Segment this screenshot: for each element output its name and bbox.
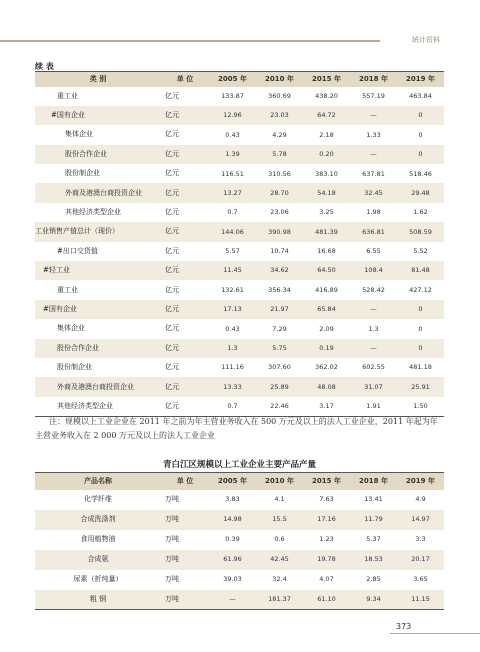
product-output-table	[35, 472, 444, 610]
table-header-row	[35, 72, 444, 87]
table-row	[35, 87, 444, 106]
table2-title: 青白江区规模以上工业企业主要产品产量	[162, 460, 316, 470]
table-row	[35, 106, 444, 125]
table-note: 注：规模以上工业企业在 2011 年之前为年主营业务收入在 500 万元及以上的法人工业企业，2011 年起为年主营业务收入在 2 000 万元及以上的法人工业企业	[35, 417, 438, 440]
cell-2010: 0.6	[274, 535, 285, 544]
table-row	[35, 377, 444, 396]
table-row	[35, 125, 444, 144]
cell-2019: 14.97	[411, 515, 430, 524]
cell-2019: 0	[418, 150, 423, 159]
cell-2018: 557.19	[362, 91, 385, 100]
cell-2015: 48.08	[317, 382, 336, 391]
row-category: #出口交货值	[57, 246, 98, 255]
cell-2005: —	[229, 595, 236, 603]
cell-2018: 637.81	[362, 169, 385, 178]
table-row	[35, 339, 444, 358]
cell-2010: 15.5	[272, 515, 287, 524]
cell-2015: 65.84	[317, 305, 336, 314]
cell-2019: 1.50	[413, 401, 428, 410]
row-category: 重工业	[57, 91, 78, 100]
cell-2010: 34.62	[270, 266, 289, 275]
row-unit: 亿元	[165, 266, 179, 275]
table-row	[35, 490, 444, 510]
cell-2015: 16.68	[317, 247, 336, 256]
column-header: 2005 年	[209, 473, 256, 490]
row-unit: 万吨	[165, 594, 179, 603]
cell-2019: 0	[418, 130, 423, 139]
cell-2018: 32.45	[364, 188, 383, 197]
cell-2005: 3.83	[225, 495, 240, 504]
row-unit: 亿元	[165, 111, 179, 120]
cell-2018: —	[370, 305, 377, 314]
cell-2005: 116.51	[221, 169, 244, 178]
row-unit: 亿元	[165, 246, 179, 255]
cell-2019: 3.3	[415, 535, 426, 544]
cell-2010: 21.97	[270, 305, 289, 314]
row-unit: 万吨	[165, 555, 179, 563]
cell-2015: 0.19	[319, 344, 334, 353]
row-category: #国有企业	[43, 304, 77, 313]
cell-2010: 23.06	[270, 208, 289, 217]
cell-2019: 4.9	[415, 495, 426, 504]
row-product: 合成洗涤剂	[80, 515, 116, 523]
cell-2005: 0.43	[225, 130, 240, 139]
cell-2018: 108.4	[364, 266, 383, 275]
column-header: 2018 年	[350, 72, 397, 87]
row-product: 化学纤维	[84, 495, 112, 503]
cell-2019: 0	[418, 324, 423, 333]
row-product: 粗 钢	[89, 594, 107, 603]
cell-2010: 360.69	[268, 91, 291, 100]
cell-2005: 144.06	[221, 227, 244, 236]
column-header: 类 别	[35, 72, 161, 87]
cell-2010: 4.1	[274, 495, 285, 504]
row-category: 股份合作企业	[65, 149, 107, 158]
column-header: 2010 年	[256, 72, 303, 87]
cell-2005: 0.43	[225, 324, 240, 333]
row-unit: 万吨	[165, 515, 179, 523]
row-unit: 亿元	[165, 169, 179, 178]
cell-2005: 39.03	[223, 575, 242, 584]
row-unit: 万吨	[165, 495, 179, 503]
table-row	[35, 280, 444, 299]
industrial-output-table	[35, 71, 444, 417]
cell-2015: 64.50	[317, 266, 336, 275]
row-unit: 亿元	[165, 149, 179, 158]
cell-2019: 11.15	[411, 595, 430, 603]
table-header-row	[35, 473, 444, 490]
cell-2018: —	[370, 344, 377, 353]
continuation-label: 续 表	[35, 62, 54, 71]
row-product: 食用植物油	[80, 535, 116, 543]
cell-2018: 602.55	[362, 363, 385, 372]
cell-2015: 64.72	[317, 111, 336, 120]
cell-2019: 81.48	[411, 266, 430, 275]
cell-2019: 29.48	[411, 188, 430, 197]
row-category: 外商及港澳台商投资企业	[65, 188, 142, 197]
row-unit: 亿元	[165, 91, 179, 100]
row-unit: 亿元	[165, 382, 179, 391]
cell-2018: 1.91	[366, 401, 381, 410]
table-row	[35, 319, 444, 338]
table-row	[35, 510, 444, 530]
row-category: #国有企业	[51, 111, 85, 120]
cell-2019: 5.52	[413, 247, 428, 256]
row-category: 其他经济类型企业	[65, 208, 121, 217]
cell-2018: —	[370, 111, 377, 120]
cell-2010: 42.45	[270, 555, 289, 564]
cell-2005: 13.27	[223, 188, 242, 197]
cell-2010: 4.29	[272, 130, 287, 139]
row-category: 外商及港澳台商投资企业	[57, 382, 134, 391]
cell-2005: 111.16	[221, 363, 244, 372]
cell-2010: 23.03	[270, 111, 289, 120]
cell-2018: 6.55	[366, 247, 381, 256]
table-row	[35, 242, 444, 261]
cell-2005: 14.98	[223, 515, 242, 524]
row-unit: 万吨	[165, 575, 179, 583]
cell-2018: —	[370, 150, 377, 159]
cell-2010: 390.98	[268, 227, 291, 236]
cell-2010: 7.29	[272, 324, 287, 333]
row-product: 合成氨	[87, 555, 109, 563]
cell-2019: 508.59	[409, 227, 432, 236]
table-row	[35, 358, 444, 377]
column-header: 2015 年	[303, 72, 350, 87]
row-category: 股份合作企业	[57, 343, 99, 352]
table-row	[35, 203, 444, 222]
column-header: 单 位	[161, 473, 209, 490]
table-row	[35, 164, 444, 183]
cell-2010: 10.74	[270, 247, 289, 256]
row-product: 尿素（折纯量）	[73, 575, 123, 583]
row-unit: 亿元	[165, 401, 179, 410]
cell-2015: 61.10	[317, 595, 336, 603]
row-category: #轻工业	[43, 266, 70, 275]
table-row	[35, 145, 444, 164]
row-unit: 万吨	[165, 535, 179, 543]
row-category: 重工业	[57, 285, 78, 294]
cell-2015: 17.16	[317, 515, 336, 524]
column-header: 2015 年	[303, 473, 350, 490]
row-unit: 亿元	[165, 363, 179, 372]
cell-2010: 32.4	[272, 575, 287, 584]
cell-2015: 7.63	[319, 495, 334, 504]
table-row	[35, 570, 444, 590]
cell-2015: 383.10	[315, 169, 338, 178]
cell-2019: 0	[418, 305, 423, 314]
cell-2010: 356.34	[268, 285, 291, 294]
header-rule	[0, 40, 380, 42]
cell-2019: 481.18	[409, 363, 432, 372]
cell-2005: 0.7	[227, 208, 238, 217]
cell-2015: 2.09	[319, 324, 334, 333]
table-row	[35, 590, 444, 610]
cell-2019: 0	[418, 344, 423, 353]
row-unit: 亿元	[165, 304, 179, 313]
cell-2019: 3.65	[413, 575, 428, 584]
row-unit: 亿元	[165, 130, 179, 139]
cell-2019: 0	[418, 111, 423, 120]
row-category: 其他经济类型企业	[57, 401, 113, 410]
cell-2005: 0.39	[225, 535, 240, 544]
cell-2005: 61.96	[223, 555, 242, 564]
cell-2019: 20.17	[411, 555, 430, 564]
cell-2018: 1.98	[366, 208, 381, 217]
cell-2015: 362.02	[315, 363, 338, 372]
cell-2018: 1.33	[366, 130, 381, 139]
cell-2018: 9.34	[366, 595, 381, 603]
column-header: 产品名称	[35, 473, 161, 490]
table-row	[35, 300, 444, 319]
row-unit: 亿元	[165, 285, 179, 294]
row-unit: 亿元	[165, 343, 179, 352]
row-unit: 亿元	[165, 324, 179, 333]
cell-2005: 1.39	[225, 150, 240, 159]
table-row	[35, 397, 444, 416]
section-tag: 统计资料	[412, 36, 440, 44]
row-unit: 亿元	[165, 208, 179, 217]
column-header: 2019 年	[397, 473, 444, 490]
cell-2019: 427.12	[409, 285, 432, 294]
cell-2010: 5.78	[272, 150, 287, 159]
cell-2005: 1.3	[227, 344, 238, 353]
column-header: 2019 年	[397, 72, 444, 87]
cell-2015: 4.07	[319, 575, 334, 584]
table-row	[35, 530, 444, 550]
cell-2010: 5.75	[272, 344, 287, 353]
row-category: 集体企业	[57, 324, 85, 333]
cell-2005: 12.96	[223, 111, 242, 120]
footer-rule	[390, 633, 480, 634]
cell-2018: 5.37	[366, 535, 381, 544]
cell-2010: 22.46	[270, 401, 289, 410]
column-header: 2005 年	[209, 72, 256, 87]
cell-2015: 481.39	[315, 227, 338, 236]
row-unit: 亿元	[165, 188, 179, 197]
row-category: 集体企业	[65, 130, 93, 139]
cell-2010: 310.56	[268, 169, 291, 178]
cell-2010: 25.89	[270, 382, 289, 391]
cell-2015: 416.89	[315, 285, 338, 294]
cell-2005: 13.33	[223, 382, 242, 391]
cell-2019: 463.84	[409, 91, 432, 100]
cell-2015: 3.25	[319, 208, 334, 217]
cell-2005: 5.57	[225, 247, 240, 256]
cell-2018: 11.79	[364, 515, 383, 524]
table-row	[35, 550, 444, 570]
cell-2010: 307.60	[268, 363, 291, 372]
page-number: 373	[396, 622, 412, 631]
cell-2015: 2.18	[319, 130, 334, 139]
cell-2015: 438.20	[315, 91, 338, 100]
cell-2015: 0.20	[319, 150, 334, 159]
table-row	[35, 261, 444, 280]
column-header: 2010 年	[256, 473, 303, 490]
cell-2010: 28.70	[270, 188, 289, 197]
cell-2005: 133.87	[221, 91, 244, 100]
row-unit: 亿元	[165, 227, 179, 236]
cell-2005: 0.7	[227, 401, 238, 410]
cell-2018: 636.81	[362, 227, 385, 236]
row-category: 股份制企业	[57, 363, 92, 372]
cell-2018: 2.85	[366, 575, 381, 584]
column-header: 2018 年	[350, 473, 397, 490]
cell-2010: 181.37	[268, 595, 291, 603]
cell-2018: 528.42	[362, 285, 385, 294]
cell-2018: 31.07	[364, 382, 383, 391]
table-row	[35, 222, 444, 241]
table-row	[35, 183, 444, 202]
cell-2005: 132.61	[221, 285, 244, 294]
cell-2005: 17.13	[223, 305, 242, 314]
column-header: 单 位	[161, 72, 209, 87]
cell-2019: 25.91	[411, 382, 430, 391]
cell-2015: 1.23	[319, 535, 334, 544]
row-category: 工业销售产值总计（现价）	[35, 227, 119, 236]
cell-2018: 13.41	[364, 495, 383, 504]
cell-2015: 19.78	[317, 555, 336, 564]
cell-2018: 1.3	[368, 324, 379, 333]
cell-2005: 11.45	[223, 266, 242, 275]
cell-2018: 18.53	[364, 555, 383, 564]
cell-2019: 518.46	[409, 169, 432, 178]
cell-2019: 1.62	[413, 208, 428, 217]
cell-2015: 3.17	[319, 401, 334, 410]
row-category: 股份制企业	[65, 169, 100, 178]
cell-2015: 54.18	[317, 188, 336, 197]
